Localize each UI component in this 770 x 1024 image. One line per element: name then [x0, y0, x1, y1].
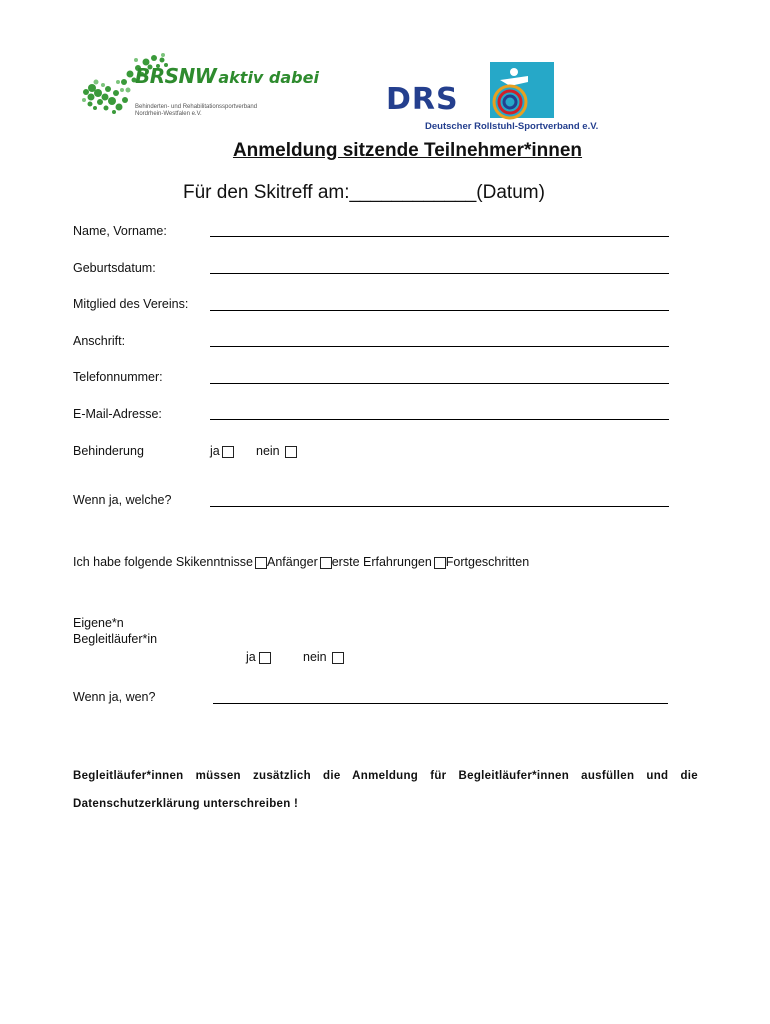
- companion-no-label: nein: [303, 650, 327, 664]
- skill-some-experience-checkbox[interactable]: [320, 557, 332, 569]
- birth-label: Geburtsdatum:: [73, 261, 156, 275]
- companion-label-line1: Eigene*n: [73, 616, 124, 630]
- disability-yes-label: ja: [210, 444, 220, 458]
- skills-row: [73, 555, 529, 569]
- phone-field[interactable]: [210, 383, 669, 384]
- companion-yes-checkbox[interactable]: [259, 652, 271, 664]
- skill-beginner-checkbox[interactable]: [255, 557, 267, 569]
- skill-advanced-label: Fortgeschritten: [445, 555, 530, 569]
- disability-no-checkbox[interactable]: [285, 446, 297, 458]
- disability-no-option[interactable]: [256, 444, 297, 458]
- disability-yes-checkbox[interactable]: [222, 446, 234, 458]
- brsnw-tagline: aktiv dabei: [218, 68, 319, 87]
- disability-no-label: nein: [256, 444, 280, 458]
- companion-who-label: Wenn ja, wen?: [73, 690, 156, 704]
- skill-advanced-checkbox[interactable]: [434, 557, 446, 569]
- address-field[interactable]: [210, 346, 669, 347]
- skill-some-experience-label: erste Erfahrungen: [331, 555, 432, 569]
- brsnw-name: BRSNW: [135, 64, 217, 88]
- skill-beginner-label: Anfänger: [267, 555, 318, 569]
- date-line[interactable]: Für den Skitreff am:____________(Datum): [183, 182, 545, 203]
- companion-note: Begleitläufer*innen müssen zusätzlich die Anmeldung für Begleitläufer*innen ausfüllen und die Datenschutzerklärung unterschreiben !: [73, 770, 698, 810]
- email-label: E-Mail-Adresse:: [73, 407, 162, 421]
- page-title: Anmeldung sitzende Teilnehmer*innen: [232, 140, 583, 161]
- companion-no-checkbox[interactable]: [332, 652, 344, 664]
- club-label: Mitglied des Vereins:: [73, 297, 189, 311]
- companion-label-line2: Begleitläufer*in: [73, 632, 158, 646]
- companion-who-field[interactable]: [213, 703, 668, 704]
- disability-yes-option[interactable]: [210, 444, 234, 458]
- drs-subline: Deutscher Rollstuhl-Sportverband e.V.: [425, 121, 599, 132]
- disability-which-field[interactable]: [210, 506, 669, 507]
- disability-label: Behinderung: [73, 444, 144, 458]
- club-field[interactable]: [210, 310, 669, 311]
- brsnw-subline: Behinderten- und Rehabilitationssportverband Nordrhein-Westfalen e.V.: [135, 104, 258, 117]
- companion-yes-option[interactable]: [246, 650, 271, 664]
- email-field[interactable]: [210, 419, 669, 420]
- birth-field[interactable]: [210, 273, 669, 274]
- address-label: Anschrift:: [73, 334, 126, 348]
- skills-label: Ich habe folgende Skikenntnisse: [73, 555, 253, 569]
- disability-which-label: Wenn ja, welche?: [73, 493, 172, 507]
- name-label: Name, Vorname:: [73, 224, 167, 238]
- companion-no-option[interactable]: [303, 650, 344, 664]
- companion-yes-label: ja: [246, 650, 256, 664]
- phone-label: Telefonnummer:: [73, 370, 163, 384]
- name-field[interactable]: [210, 236, 669, 237]
- drs-letters: DRS: [386, 82, 459, 117]
- brsnw-wordmark: [135, 64, 319, 88]
